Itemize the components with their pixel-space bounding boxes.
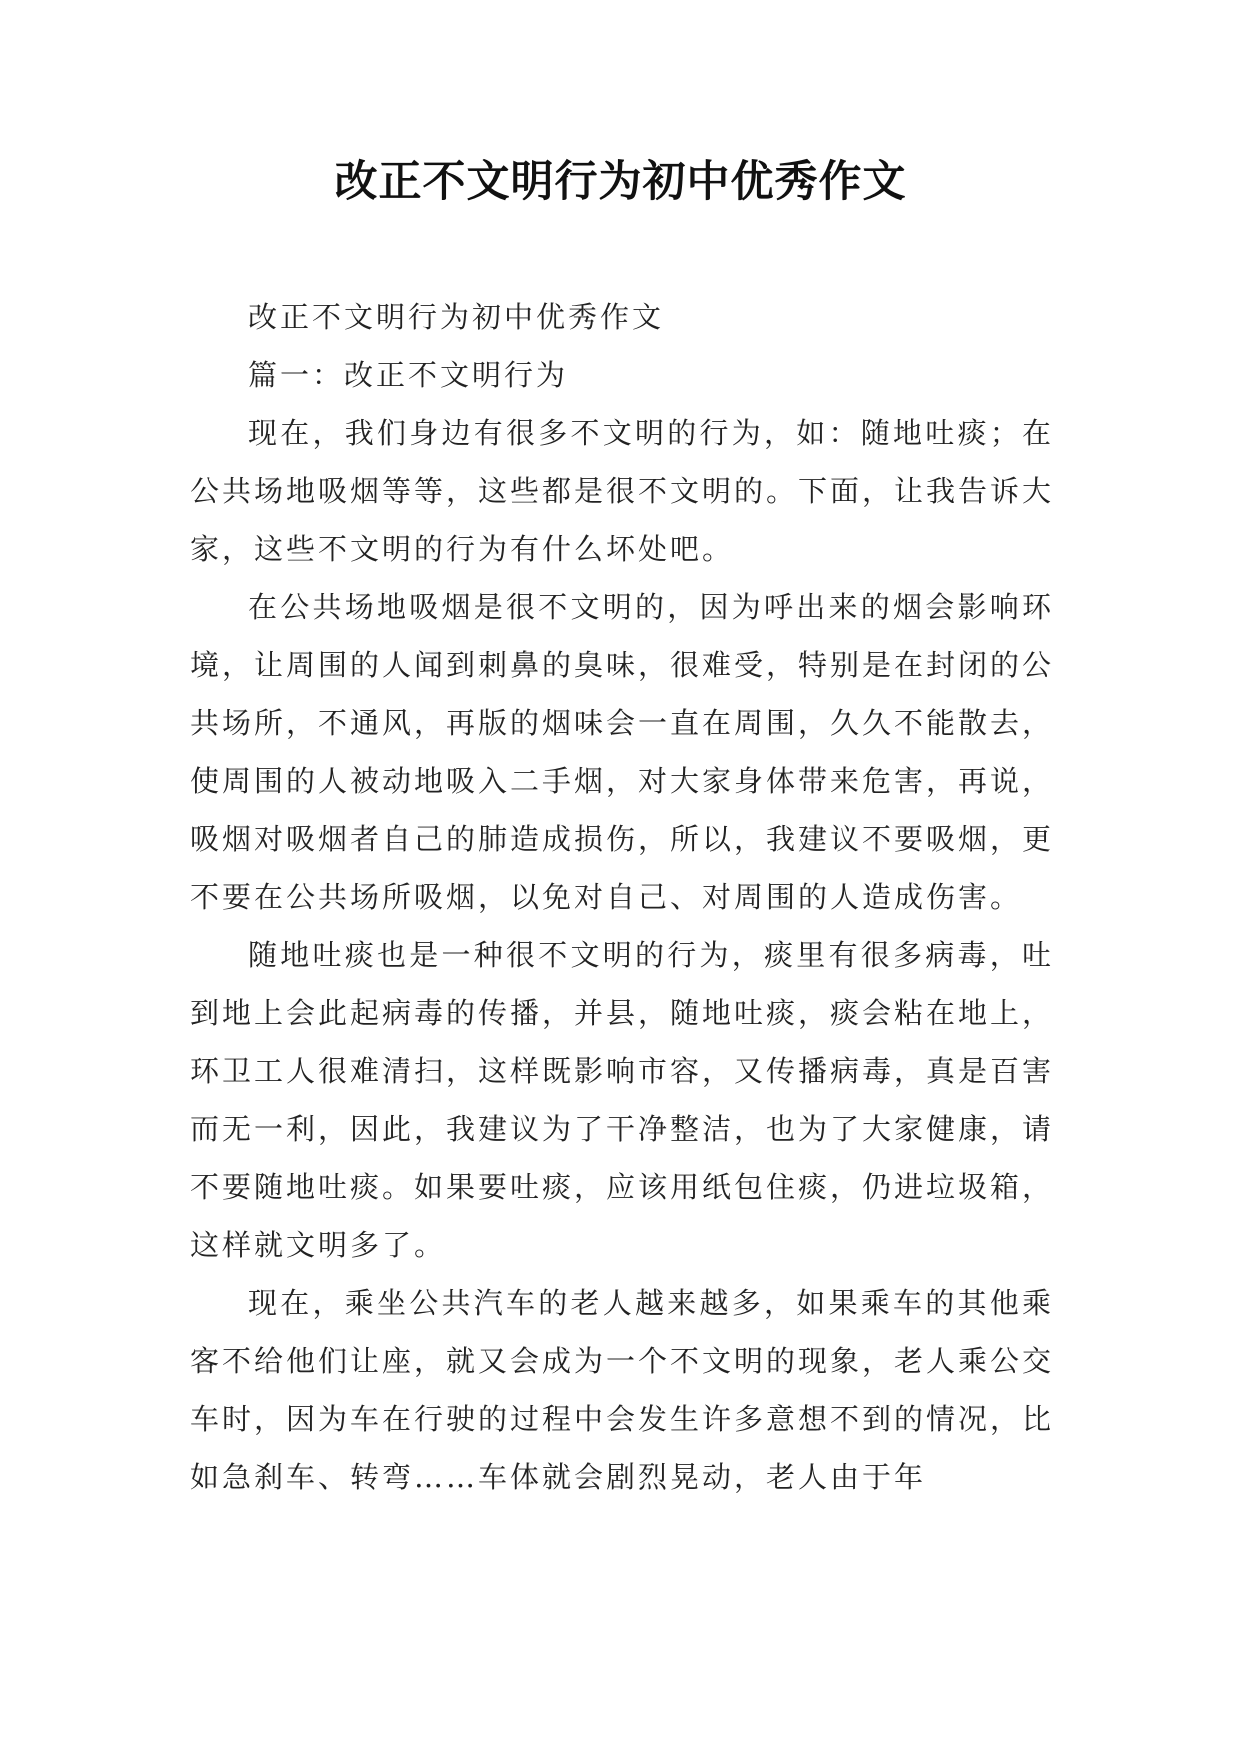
paragraph: 现在，乘坐公共汽车的老人越来越多，如果乘车的其他乘客不给他们让座，就又会成为一个不文明的现象，老人乘公交车时，因为车在行驶的过程中会发生许多意想不到的情况，比如急刹车、转弯……车体就会剧烈晃动，老人由于年 bbox=[190, 1286, 1055, 1494]
paragraph: 随地吐痰也是一种很不文明的行为，痰里有很多病毒，吐到地上会此起病毒的传播，并县，随地吐痰，痰会粘在地上，环卫工人很难清扫，这样既影响市容，又传播病毒，真是百害而无一利，因此，我建议为了干净整洁，也为了大家健康，请不要随地吐痰。如果要吐痰，应该用纸包住痰，仍进垃圾箱，这样就文明多了。 bbox=[190, 938, 1055, 1262]
document-title: 改正不文明行为初中优秀作文 bbox=[334, 157, 907, 207]
paragraph-subtitle: 改正不文明行为初中优秀作文 bbox=[248, 300, 665, 334]
paragraph: 现在，我们身边有很多不文明的行为，如：随地吐痰；在公共场地吸烟等等，这些都是很不文明的。下面，让我告诉大家，这些不文明的行为有什么坏处吧。 bbox=[190, 416, 1055, 566]
paragraph-section-heading: 篇一：改正不文明行为 bbox=[248, 358, 569, 392]
paragraph: 在公共场地吸烟是很不文明的，因为呼出来的烟会影响环境，让周围的人闻到刺鼻的臭味，很难受，特别是在封闭的公共场所，不通风，再版的烟味会一直在周围，久久不能散去，使周围的人被动地吸入二手烟，对大家身体带来危害，再说，吸烟对吸烟者自己的肺造成损伤，所以，我建议不要吸烟，更不要在公共场所吸烟，以免对自己、对周围的人造成伤害。 bbox=[190, 590, 1055, 914]
document-body bbox=[190, 288, 1054, 1506]
